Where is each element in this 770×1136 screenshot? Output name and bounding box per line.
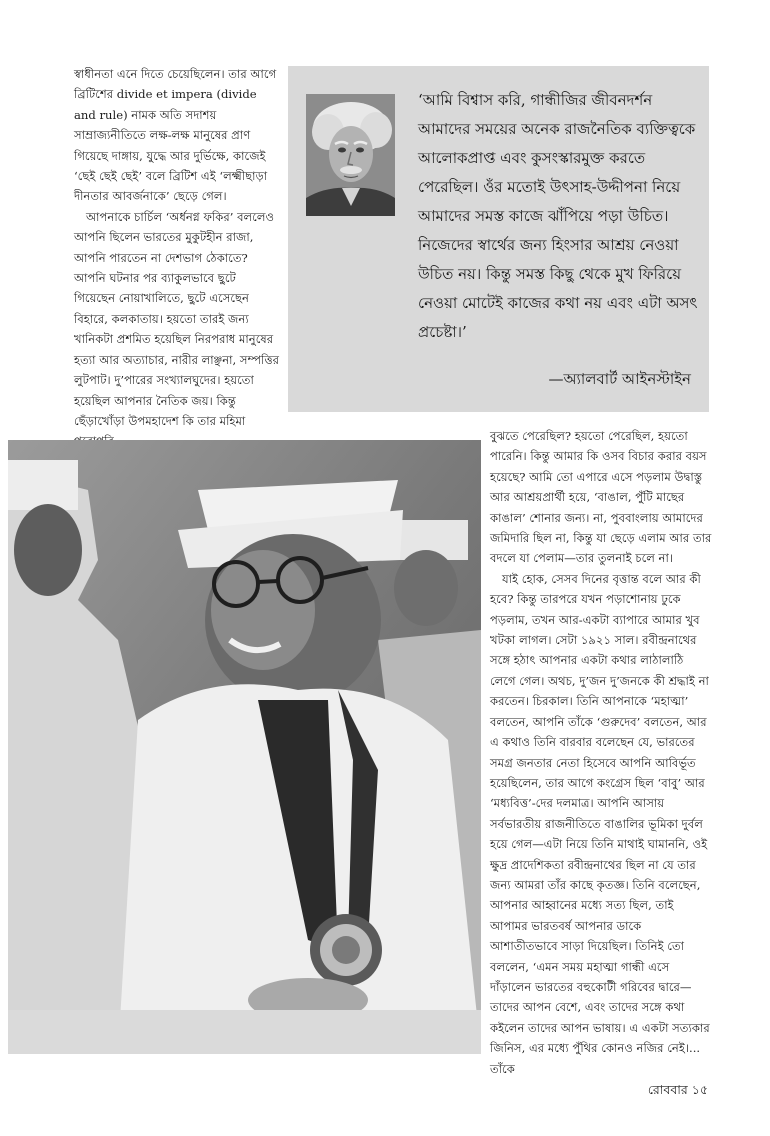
- main-archival-photo: [8, 440, 481, 1054]
- left-paragraph-2: আপনাকে চার্চিল ‘অর্ধনগ্ন ফকির’ বললেও আপনি ছিলেন ভারতের মুকুটহীন রাজা, আপনি পারতেন না দেশভাগ ঠেকাতে? আপনি ঘটনার পর ব্যাকুলভাবে ছুটে গিয়েছেন নোয়াখালিতে, ছুটে এসেছেন বিহারে, কলকাতায়। হয়তো তারই জন্য খানিকটা প্রশমিত হয়েছিল নিরপরাধ মানুষের হত্যা আর অত্যাচার, নারীর লাঞ্ছনা, সম্পত্তির লুটপাট। দু’পারের সংখ্যালঘুদের। হয়তো হয়েছিল আপনার নৈতিক জয়। কিন্তু ছেঁড়াখোঁড়া উপমহাদেশ কি তার মহিমা: [74, 209, 279, 428]
- page-footer: রোববার ১৫: [647, 1082, 708, 1097]
- left-paragraph-1: স্বাধীনতা এনে দিতে চেয়েছিলেন। তার আগে ব্রিটিশের divide et impera (divide and rule) নামক অতি সদাশয় সাম্রাজ্যনীতিতে লক্ষ-লক্ষ মানুষের প্রাণ গিয়েছে দাঙ্গায়, যুদ্ধে আর দুর্ভিক্ষে, কাজেই ‘ছেই ছেই ছেই’ বলে ব্রিটিশ এই ‘লক্ষ্মীছাড়া দীনতার আবর্জনাকে’ ছেড়ে গেল।: [74, 67, 277, 204]
- quote-text: ‘আমি বিশ্বাস করি, গান্ধীজির জীবনদর্শন আমাদের সময়ের অনেক রাজনৈতিক ব্যক্তিত্বকে আলোকপ্রাপ্ত এবং কুসংস্কারমুক্ত করতে পেরেছিল। ওঁর মতোই উৎসাহ-উদ্দীপনা নিয়ে আমাদের সমস্ত কাজে ঝাঁপিয়ে পড়া উচিত। নিজেদের স্বার্থের জন্য হিংসার আশ্রয় নেওয়া উচিত নয়। কিন্তু সমস্ত কিছু থেকে মুখ ফিরিয়ে নেওয়া মোটেই কাজের কথা নয় এবং এটা অসৎ প্রচেষ্টা।’: [418, 91, 698, 341]
- right-text-column: [490, 426, 712, 1079]
- right-paragraph-1: বুঝতে পেরেছিল? হয়তো পেরেছিল, হয়তো পারেনি। কিন্তু আমার কি ওসব বিচার করার বয়স হয়েছে? আমি তো এপারে এসে পড়লাম উদ্বাস্তু আর আশ্রয়প্রার্থী হয়ে, ‘বাঙাল, পুঁটি মাছের কাঙাল’ শোনার জন্য। না, পুববাংলায় আমাদের জমিদারি ছিল না, কিন্তু যা ছেড়ে এলাম আর তার বদলে যা পেলাম—তার তুলনাই চলে না।: [490, 429, 712, 566]
- einstein-portrait-image: [306, 94, 395, 216]
- quote-attribution: —অ্যালবার্ট আইনস্টাইন: [548, 370, 691, 388]
- left-text-column: [74, 64, 280, 452]
- quote-box: [288, 66, 709, 412]
- right-paragraph-2: যাই হোক, সেসব দিনের বৃত্তান্ত বলে আর কী হবে? কিন্তু তারপরে যখন পড়াশোনায় ঢুকে পড়লাম, তখন আর-একটা ব্যাপারে আমার খুব খটকা লাগল। সেটা ১৯২১ সাল। রবীন্দ্রনাথের সঙ্গে হঠাৎ আপনার একটা কথার লাঠালাঠি লেগে গেল। অথচ, দু’জন দু’জনকে কী শ্রদ্ধাই না করতেন। চিরকাল। তিনি আপনাকে ‘মহাত্মা’ বলতেন, আপনি তাঁকে ‘গুরুদেব’ বলতেন, আর এ কথাও তিনি বারবার বলেছেন যে, ভারতের সমগ্র জনতার নেতা হিসেবে আপনি আবির্ভূত হয়েছিলেন, তার আগে কংগ্রেস ছিল ‘বাবু’ আর ‘মধ্যবিত্ত’-দের দলমাত্র। আপনি আসায় সর্বভারতীয় রাজনীতিতে বাঙালির ভূমিকা দুর্বল হয়ে গেল—এটা নিয়ে তিনি মাথাই ঘামাননি, ওই ক্ষুদ্র প্রাদেশিকতা রবীন্দ্রনাথের ছিল না যে তার জন্য আমরা তাঁর কাছে কৃতজ্ঞ। তিনি বলেছেন, আপনার আহ্বানের মধ্যে সত্য ছিল, তাই আপামর ভারতবর্ষ আপনার ডাকে আশাতীতভাবে সাড়া দিয়েছিল। তিনিই তো বললেন, ‘এমন সময় মহাত্মা গান্ধী এসে দাঁড়ালেন ভারতের বহুকোটী গরিবের দ্বারে—তাদের আপন বেশে, এবং তাদের সঙ্গে কথা কইলেন তাদের আপন ভাষায়। এ একটা সত্যকার জিনিস, এর মধ্যে পুঁথির কোনও নজির নেই।... তাঁকে: [490, 571, 710, 1076]
